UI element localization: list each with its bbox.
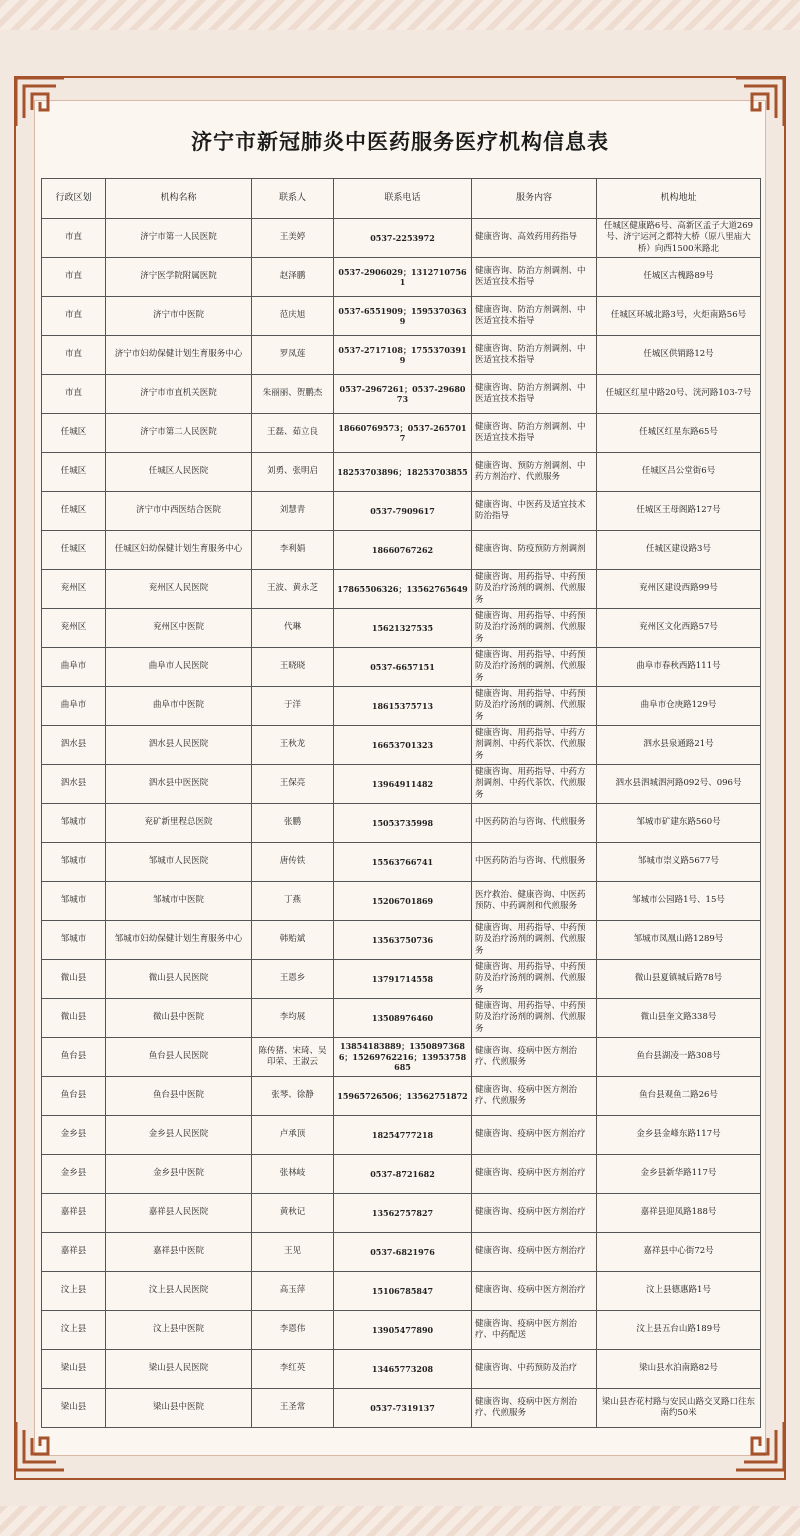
phone-cell: 13465773208 (334, 1350, 472, 1389)
phone-cell: 18615375713 (334, 687, 472, 726)
address-cell: 嘉祥县中心街72号 (597, 1233, 761, 1272)
services-cell: 健康咨询、用药指导、中药方剂调剂、中药代茶饮、代煎服务 (472, 726, 597, 765)
table-row (42, 882, 761, 921)
contact-cell: 李均展 (252, 999, 334, 1038)
table-row (42, 1350, 761, 1389)
institution-cell: 兖州区中医院 (106, 609, 252, 648)
services-cell: 健康咨询、防治方剂调剂、中医适宜技术指导 (472, 414, 597, 453)
institution-cell: 梁山县人民医院 (106, 1350, 252, 1389)
phone-cell: 18254777218 (334, 1116, 472, 1155)
contact-cell: 张鹏 (252, 804, 334, 843)
column-header-services: 服务内容 (472, 179, 597, 219)
address-cell: 曲阜市仓庚路129号 (597, 687, 761, 726)
district-cell: 嘉祥县 (42, 1233, 106, 1272)
table-row (42, 219, 761, 258)
contact-cell: 朱丽丽、贺鹏杰 (252, 375, 334, 414)
contact-cell: 王磊、茹立良 (252, 414, 334, 453)
contact-cell: 李红英 (252, 1350, 334, 1389)
table-row (42, 999, 761, 1038)
institution-table (41, 178, 761, 1428)
services-cell: 健康咨询、用药指导、中药预防及治疗汤剂的调剂、代煎服务 (472, 960, 597, 999)
institution-cell: 金乡县人民医院 (106, 1116, 252, 1155)
address-cell: 邹城市公园路1号、15号 (597, 882, 761, 921)
phone-cell: 0537-2253972 (334, 219, 472, 258)
institution-cell: 济宁医学院附属医院 (106, 258, 252, 297)
corner-ornament-top-left (12, 74, 68, 130)
address-cell: 梁山县杏花村路与安民山路交叉路口往东南约50米 (597, 1389, 761, 1428)
table-row (42, 492, 761, 531)
institution-cell: 济宁市市直机关医院 (106, 375, 252, 414)
address-cell: 鱼台县湖凌一路308号 (597, 1038, 761, 1077)
address-cell: 曲阜市春秋西路111号 (597, 648, 761, 687)
contact-cell: 张琴、徐静 (252, 1077, 334, 1116)
table-row (42, 726, 761, 765)
institution-cell: 梁山县中医院 (106, 1389, 252, 1428)
contact-cell: 李恩伟 (252, 1311, 334, 1350)
services-cell: 健康咨询、用药指导、中药方剂调剂、中药代茶饮、代煎服务 (472, 765, 597, 804)
services-cell: 健康咨询、疫病中医方剂治疗、代煎服务 (472, 1389, 597, 1428)
contact-cell: 范庆旭 (252, 297, 334, 336)
services-cell: 健康咨询、防治方剂调剂、中医适宜技术指导 (472, 336, 597, 375)
services-cell: 健康咨询、预防方剂调剂、中药方剂治疗、代煎服务 (472, 453, 597, 492)
district-cell: 汶上县 (42, 1311, 106, 1350)
contact-cell: 王波、黄永芝 (252, 570, 334, 609)
contact-cell: 韩贻斌 (252, 921, 334, 960)
institution-cell: 任城区妇幼保健计划生育服务中心 (106, 531, 252, 570)
contact-cell: 王圣常 (252, 1389, 334, 1428)
table-row (42, 336, 761, 375)
institution-cell: 鱼台县中医院 (106, 1077, 252, 1116)
district-cell: 泗水县 (42, 765, 106, 804)
contact-cell: 王晓晓 (252, 648, 334, 687)
contact-cell: 卢承顶 (252, 1116, 334, 1155)
phone-cell: 0537-8721682 (334, 1155, 472, 1194)
contact-cell: 王秋龙 (252, 726, 334, 765)
address-cell: 邹城市凤凰山路1289号 (597, 921, 761, 960)
services-cell: 健康咨询、疫病中医方剂治疗 (472, 1155, 597, 1194)
address-cell: 任城区王母阁路127号 (597, 492, 761, 531)
institution-cell: 邹城市中医院 (106, 882, 252, 921)
phone-cell: 18253703896；18253703855 (334, 453, 472, 492)
phone-cell: 0537-6551909；15953703639 (334, 297, 472, 336)
institution-cell: 汶上县中医院 (106, 1311, 252, 1350)
address-cell: 兖州区文化西路57号 (597, 609, 761, 648)
institution-cell: 邹城市人民医院 (106, 843, 252, 882)
table-row (42, 648, 761, 687)
address-cell: 微山县夏镇城后路78号 (597, 960, 761, 999)
table-row (42, 1272, 761, 1311)
services-cell: 健康咨询、中药预防及治疗 (472, 1350, 597, 1389)
institution-cell: 金乡县中医院 (106, 1155, 252, 1194)
table-row (42, 453, 761, 492)
table-row (42, 960, 761, 999)
table-row (42, 804, 761, 843)
table-body (42, 219, 761, 1428)
services-cell: 健康咨询、防治方剂调剂、中医适宜技术指导 (472, 258, 597, 297)
phone-cell: 13791714558 (334, 960, 472, 999)
district-cell: 任城区 (42, 453, 106, 492)
phone-cell: 0537-6821976 (334, 1233, 472, 1272)
phone-cell: 0537-7319137 (334, 1389, 472, 1428)
phone-cell: 0537-2967261；0537-2968073 (334, 375, 472, 414)
services-cell: 健康咨询、疫病中医方剂治疗、代煎服务 (472, 1077, 597, 1116)
column-header-contact: 联系人 (252, 179, 334, 219)
institution-cell: 嘉祥县中医院 (106, 1233, 252, 1272)
services-cell: 健康咨询、防治方剂调剂、中医适宜技术指导 (472, 375, 597, 414)
table-row (42, 1194, 761, 1233)
district-cell: 邹城市 (42, 843, 106, 882)
district-cell: 市直 (42, 219, 106, 258)
phone-cell: 13563750736 (334, 921, 472, 960)
bottom-decorative-band (0, 1506, 800, 1536)
phone-cell: 18660769573；0537-2657017 (334, 414, 472, 453)
table-row (42, 297, 761, 336)
district-cell: 梁山县 (42, 1389, 106, 1428)
contact-cell: 赵泽鹏 (252, 258, 334, 297)
table-row (42, 687, 761, 726)
address-cell: 兖州区建设西路99号 (597, 570, 761, 609)
phone-cell: 13905477890 (334, 1311, 472, 1350)
phone-cell: 13854183889；13508973686；15269762216；13953758685 (334, 1038, 472, 1077)
services-cell: 健康咨询、高效药用药指导 (472, 219, 597, 258)
table-row (42, 921, 761, 960)
table-row (42, 258, 761, 297)
address-cell: 邹城市崇义路5677号 (597, 843, 761, 882)
district-cell: 曲阜市 (42, 648, 106, 687)
corner-ornament-top-right (732, 74, 788, 130)
column-header-institution: 机构名称 (106, 179, 252, 219)
contact-cell: 刘勇、张明启 (252, 453, 334, 492)
institution-cell: 微山县人民医院 (106, 960, 252, 999)
phone-cell: 13964911482 (334, 765, 472, 804)
services-cell: 中医药防治与咨询、代煎服务 (472, 843, 597, 882)
page-title: 济宁市新冠肺炎中医药服务医疗机构信息表 (191, 129, 609, 154)
phone-cell: 0537-2717108；17553703919 (334, 336, 472, 375)
phone-cell: 15106785847 (334, 1272, 472, 1311)
district-cell: 任城区 (42, 531, 106, 570)
services-cell: 健康咨询、用药指导、中药预防及治疗汤剂的调剂、代煎服务 (472, 999, 597, 1038)
phone-cell: 15206701869 (334, 882, 472, 921)
phone-cell: 15053735998 (334, 804, 472, 843)
district-cell: 汶上县 (42, 1272, 106, 1311)
services-cell: 中医药防治与咨询、代煎服务 (472, 804, 597, 843)
services-cell: 医疗救治、健康咨询、中医药预防、中药调剂和代煎服务 (472, 882, 597, 921)
district-cell: 鱼台县 (42, 1038, 106, 1077)
district-cell: 市直 (42, 297, 106, 336)
table-row (42, 843, 761, 882)
institution-cell: 济宁市中医院 (106, 297, 252, 336)
table-row (42, 1233, 761, 1272)
address-cell: 泗水县泉通路21号 (597, 726, 761, 765)
contact-cell: 王恩乡 (252, 960, 334, 999)
district-cell: 微山县 (42, 999, 106, 1038)
contact-cell: 丁燕 (252, 882, 334, 921)
services-cell: 健康咨询、防疫预防方剂调剂 (472, 531, 597, 570)
table-row (42, 765, 761, 804)
district-cell: 兖州区 (42, 609, 106, 648)
address-cell: 任城区健康路6号、高新区孟子大道269号、济宁运河之都特大桥（原八里庙大桥）向西1500米路北 (597, 219, 761, 258)
institution-cell: 嘉祥县人民医院 (106, 1194, 252, 1233)
services-cell: 健康咨询、用药指导、中药预防及治疗汤剂的调剂、代煎服务 (472, 609, 597, 648)
district-cell: 鱼台县 (42, 1077, 106, 1116)
services-cell: 健康咨询、用药指导、中药预防及治疗汤剂的调剂、代煎服务 (472, 570, 597, 609)
contact-cell: 高玉萍 (252, 1272, 334, 1311)
institution-cell: 济宁市妇幼保健计划生育服务中心 (106, 336, 252, 375)
district-cell: 任城区 (42, 414, 106, 453)
address-cell: 任城区吕公堂街6号 (597, 453, 761, 492)
district-cell: 金乡县 (42, 1116, 106, 1155)
phone-cell: 13508976460 (334, 999, 472, 1038)
address-cell: 嘉祥县迎凤路188号 (597, 1194, 761, 1233)
contact-cell: 唐传铁 (252, 843, 334, 882)
address-cell: 汶上县五台山路189号 (597, 1311, 761, 1350)
services-cell: 健康咨询、疫病中医方剂治疗、代煎服务 (472, 1038, 597, 1077)
institution-cell: 曲阜市人民医院 (106, 648, 252, 687)
address-cell: 任城区红星中路20号、洸河路103-7号 (597, 375, 761, 414)
contact-cell: 罗凤莲 (252, 336, 334, 375)
district-cell: 兖州区 (42, 570, 106, 609)
address-cell: 鱼台县观鱼二路26号 (597, 1077, 761, 1116)
district-cell: 市直 (42, 336, 106, 375)
services-cell: 健康咨询、疫病中医方剂治疗 (472, 1233, 597, 1272)
services-cell: 健康咨询、用药指导、中药预防及治疗汤剂的调剂、代煎服务 (472, 687, 597, 726)
institution-cell: 泗水县中医医院 (106, 765, 252, 804)
institution-cell: 曲阜市中医院 (106, 687, 252, 726)
institution-cell: 济宁市第二人民医院 (106, 414, 252, 453)
district-cell: 邹城市 (42, 921, 106, 960)
institution-cell: 兖州区人民医院 (106, 570, 252, 609)
address-cell: 任城区建设路3号 (597, 531, 761, 570)
services-cell: 健康咨询、疫病中医方剂治疗 (472, 1272, 597, 1311)
institution-cell: 济宁市第一人民医院 (106, 219, 252, 258)
district-cell: 金乡县 (42, 1155, 106, 1194)
district-cell: 市直 (42, 258, 106, 297)
district-cell: 微山县 (42, 960, 106, 999)
table-header-row (42, 179, 761, 219)
district-cell: 泗水县 (42, 726, 106, 765)
institution-cell: 邹城市妇幼保健计划生育服务中心 (106, 921, 252, 960)
address-cell: 任城区供销路12号 (597, 336, 761, 375)
phone-cell: 0537-2906029；13127107561 (334, 258, 472, 297)
institution-cell: 任城区人民医院 (106, 453, 252, 492)
services-cell: 健康咨询、疫病中医方剂治疗 (472, 1194, 597, 1233)
phone-cell: 15621327535 (334, 609, 472, 648)
district-cell: 曲阜市 (42, 687, 106, 726)
district-cell: 嘉祥县 (42, 1194, 106, 1233)
phone-cell: 15563766741 (334, 843, 472, 882)
institution-cell: 兖矿新里程总医院 (106, 804, 252, 843)
district-cell: 邹城市 (42, 804, 106, 843)
address-cell: 任城区环城北路3号，火炬南路56号 (597, 297, 761, 336)
address-cell: 金乡县金峰东路117号 (597, 1116, 761, 1155)
institution-cell: 微山县中医院 (106, 999, 252, 1038)
institution-cell: 汶上县人民医院 (106, 1272, 252, 1311)
column-header-phone: 联系电话 (334, 179, 472, 219)
contact-cell: 王保亮 (252, 765, 334, 804)
table-row (42, 1116, 761, 1155)
phone-cell: 13562757827 (334, 1194, 472, 1233)
address-cell: 梁山县水泊南路82号 (597, 1350, 761, 1389)
table-row (42, 1038, 761, 1077)
services-cell: 健康咨询、用药指导、中药预防及治疗汤剂的调剂、代煎服务 (472, 648, 597, 687)
table-row (42, 609, 761, 648)
address-cell: 微山县奎文路338号 (597, 999, 761, 1038)
table-row (42, 1155, 761, 1194)
table-row (42, 375, 761, 414)
phone-cell: 16653701323 (334, 726, 472, 765)
district-cell: 梁山县 (42, 1350, 106, 1389)
contact-cell: 王美婷 (252, 219, 334, 258)
table-row (42, 1311, 761, 1350)
address-cell: 汶上县德惠路1号 (597, 1272, 761, 1311)
phone-cell: 0537-6657151 (334, 648, 472, 687)
phone-cell: 18660767262 (334, 531, 472, 570)
district-cell: 任城区 (42, 492, 106, 531)
address-cell: 金乡县新华路117号 (597, 1155, 761, 1194)
table-row (42, 570, 761, 609)
table-row (42, 531, 761, 570)
contact-cell: 于洋 (252, 687, 334, 726)
contact-cell: 王见 (252, 1233, 334, 1272)
institution-cell: 泗水县人民医院 (106, 726, 252, 765)
table-row (42, 1389, 761, 1428)
phone-cell: 17865506326；13562765649 (334, 570, 472, 609)
phone-cell: 15965726506；13562751872 (334, 1077, 472, 1116)
contact-cell: 代琳 (252, 609, 334, 648)
contact-cell: 黄秋记 (252, 1194, 334, 1233)
services-cell: 健康咨询、疫病中医方剂治疗、中药配送 (472, 1311, 597, 1350)
address-cell: 任城区古槐路89号 (597, 258, 761, 297)
services-cell: 健康咨询、疫病中医方剂治疗 (472, 1116, 597, 1155)
contact-cell: 刘慧青 (252, 492, 334, 531)
district-cell: 市直 (42, 375, 106, 414)
address-cell: 泗水县泗城泗河路092号、096号 (597, 765, 761, 804)
services-cell: 健康咨询、用药指导、中药预防及治疗汤剂的调剂、代煎服务 (472, 921, 597, 960)
district-cell: 邹城市 (42, 882, 106, 921)
column-header-address: 机构地址 (597, 179, 761, 219)
contact-cell: 陈传猪、宋琦、吴印荣、王淑云 (252, 1038, 334, 1077)
top-decorative-band (0, 0, 800, 30)
phone-cell: 0537-7909617 (334, 492, 472, 531)
table-row (42, 414, 761, 453)
institution-cell: 济宁市中西医结合医院 (106, 492, 252, 531)
table-row (42, 1077, 761, 1116)
contact-cell: 李利娟 (252, 531, 334, 570)
column-header-district: 行政区划 (42, 179, 106, 219)
institution-cell: 鱼台县人民医院 (106, 1038, 252, 1077)
address-cell: 任城区红星东路65号 (597, 414, 761, 453)
services-cell: 健康咨询、防治方剂调剂、中医适宜技术指导 (472, 297, 597, 336)
services-cell: 健康咨询、中医药及适宜技术防治指导 (472, 492, 597, 531)
address-cell: 邹城市矿建东路560号 (597, 804, 761, 843)
contact-cell: 张林岐 (252, 1155, 334, 1194)
